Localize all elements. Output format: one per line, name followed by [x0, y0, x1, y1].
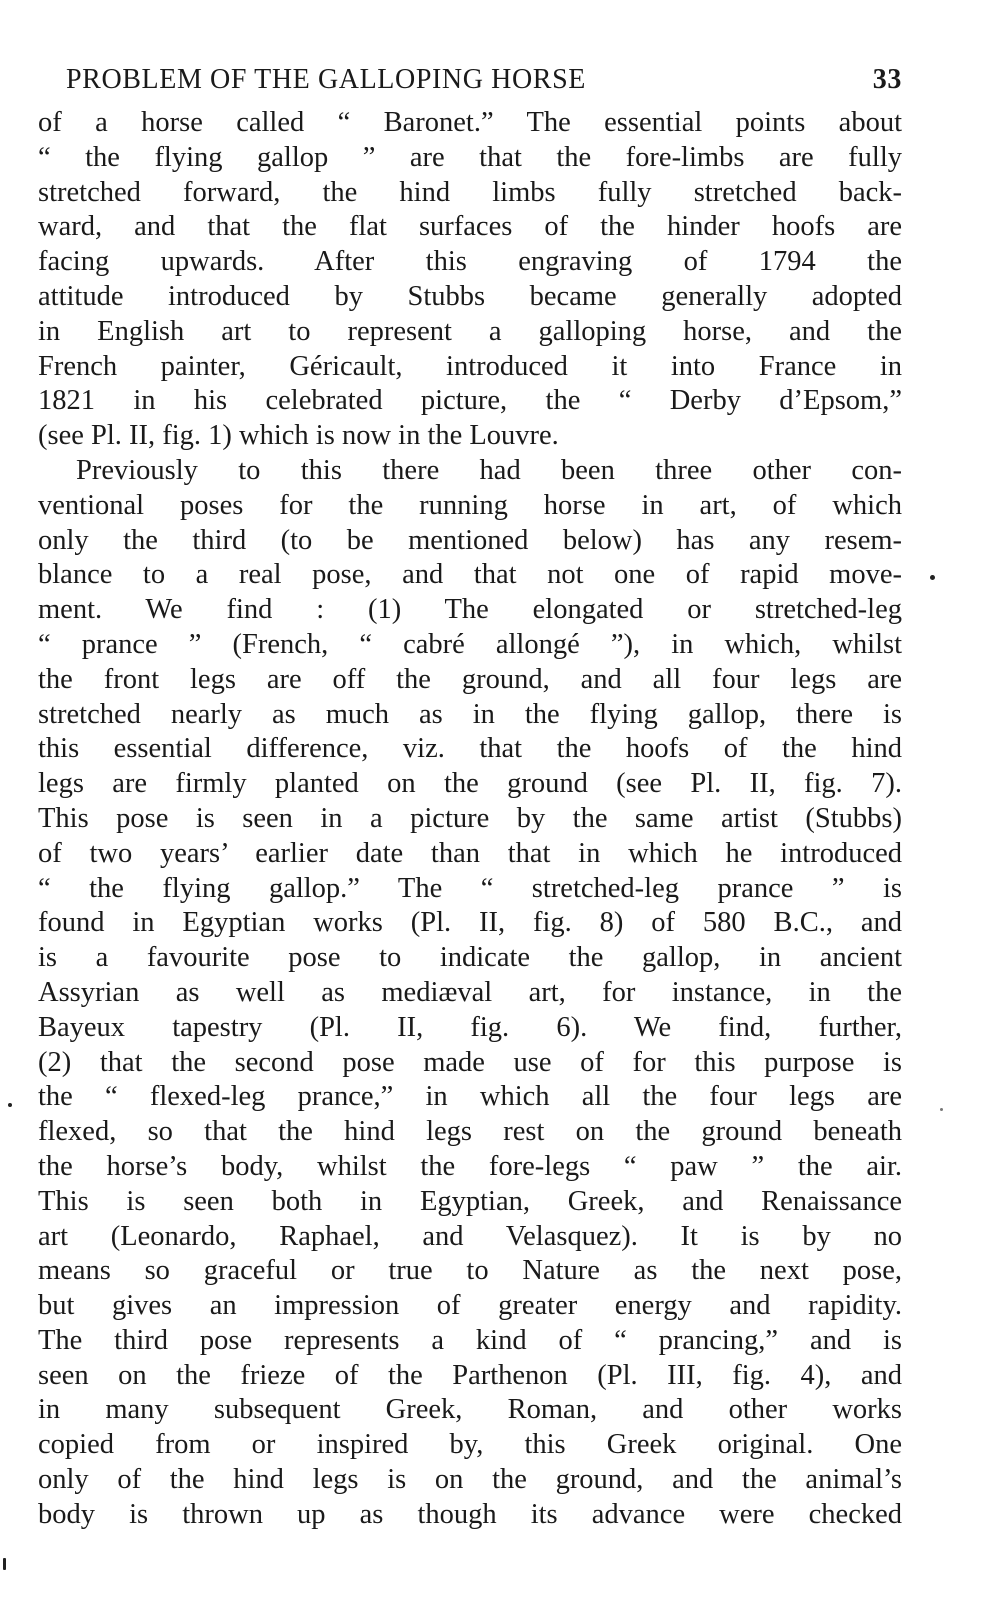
text-line: body is thrown up as though its advance were checked: [38, 1498, 902, 1530]
text-line: only of the hind legs is on the ground, and the animal’s: [38, 1464, 902, 1496]
text-line: 1821 in his celebrated picture, the “ Derby d’Epsom,”: [38, 385, 902, 417]
page-number: 33: [872, 64, 902, 95]
text-line: of a horse called “ Baronet.” The essential points about: [38, 107, 902, 138]
text-line: stretched forward, the hind limbs fully stretched back-: [38, 176, 902, 208]
text-line: stretched nearly as much as in the flying gallop, there is: [38, 698, 902, 730]
text-line: found in Egyptian works (Pl. II, fig. 8) of 580 B.C., and: [38, 907, 902, 939]
running-head-title: PROBLEM OF THE GALLOPING HORSE: [66, 64, 586, 95]
text-line: in English art to represent a galloping horse, and the: [38, 315, 902, 347]
book-page: [38, 0, 902, 1618]
text-line: “ the flying gallop ” are that the fore-limbs are fully: [38, 141, 902, 173]
scan-speck: [930, 575, 935, 580]
text-line: “ prance ” (French, “ cabré allongé ”), in which, whilst: [38, 628, 902, 660]
text-line: legs are firmly planted on the ground (see Pl. II, fig. 7).: [38, 768, 902, 800]
text-line: means so graceful or true to Nature as the next pose,: [38, 1255, 902, 1287]
text-line: French painter, Géricault, introduced it into France in: [38, 350, 902, 382]
text-line: ventional poses for the running horse in art, of which: [38, 489, 902, 521]
text-line: “ the flying gallop.” The “ stretched-leg prance ” is: [38, 872, 902, 904]
text-line: ward, and that the flat surfaces of the hinder hoofs are: [38, 211, 902, 243]
scan-speck: [940, 1108, 943, 1111]
text-line: seen on the frieze of the Parthenon (Pl. III, fig. 4), and: [38, 1359, 902, 1391]
text-line: but gives an impression of greater energy and rapidity.: [38, 1290, 902, 1322]
text-line: Assyrian as well as mediæval art, for instance, in the: [38, 976, 902, 1008]
text-line: the “ flexed-leg prance,” in which all the four legs are: [38, 1081, 902, 1113]
text-line: of two years’ earlier date than that in which he introduced: [38, 837, 902, 869]
text-line: in many subsequent Greek, Roman, and other works: [38, 1394, 902, 1426]
text-line: attitude introduced by Stubbs became generally adopted: [38, 280, 902, 312]
body-text: [38, 106, 902, 1533]
text-line: is a favourite pose to indicate the gallop, in ancient: [38, 942, 902, 974]
text-line: only the third (to be mentioned below) has any resem-: [38, 524, 902, 556]
text-line: This pose is seen in a picture by the same artist (Stubbs): [38, 802, 902, 834]
text-line: Bayeux tapestry (Pl. II, fig. 6). We find, further,: [38, 1011, 902, 1043]
text-line: This is seen both in Egyptian, Greek, and Renaissance: [38, 1185, 902, 1217]
running-head: [38, 60, 902, 100]
text-line: copied from or inspired by, this Greek original. One: [38, 1429, 902, 1461]
text-line: flexed, so that the hind legs rest on the ground beneath: [38, 1116, 902, 1148]
text-line: art (Leonardo, Raphael, and Velasquez). It is by no: [38, 1220, 902, 1252]
text-line: facing upwards. After this engraving of 1794 the: [38, 246, 902, 278]
text-line: ment. We find : (1) The elongated or stretched-leg: [38, 594, 902, 626]
text-line: this essential difference, viz. that the hoofs of the hind: [38, 733, 902, 765]
text-line: blance to a real pose, and that not one of rapid move-: [38, 559, 902, 591]
scan-speck: [3, 1558, 6, 1570]
paragraph-start-line: Previously to this there had been three other con-: [76, 454, 902, 486]
text-line: the horse’s body, whilst the fore-legs “ paw ” the air.: [38, 1150, 902, 1182]
paragraph-end-line: (see Pl. II, fig. 1) which is now in the Louvre.: [38, 420, 559, 452]
scan-speck: [8, 1103, 12, 1107]
text-line: the front legs are off the ground, and all four legs are: [38, 663, 902, 695]
text-line: (2) that the second pose made use of for this purpose is: [38, 1046, 902, 1078]
text-line: The third pose represents a kind of “ prancing,” and is: [38, 1324, 902, 1356]
